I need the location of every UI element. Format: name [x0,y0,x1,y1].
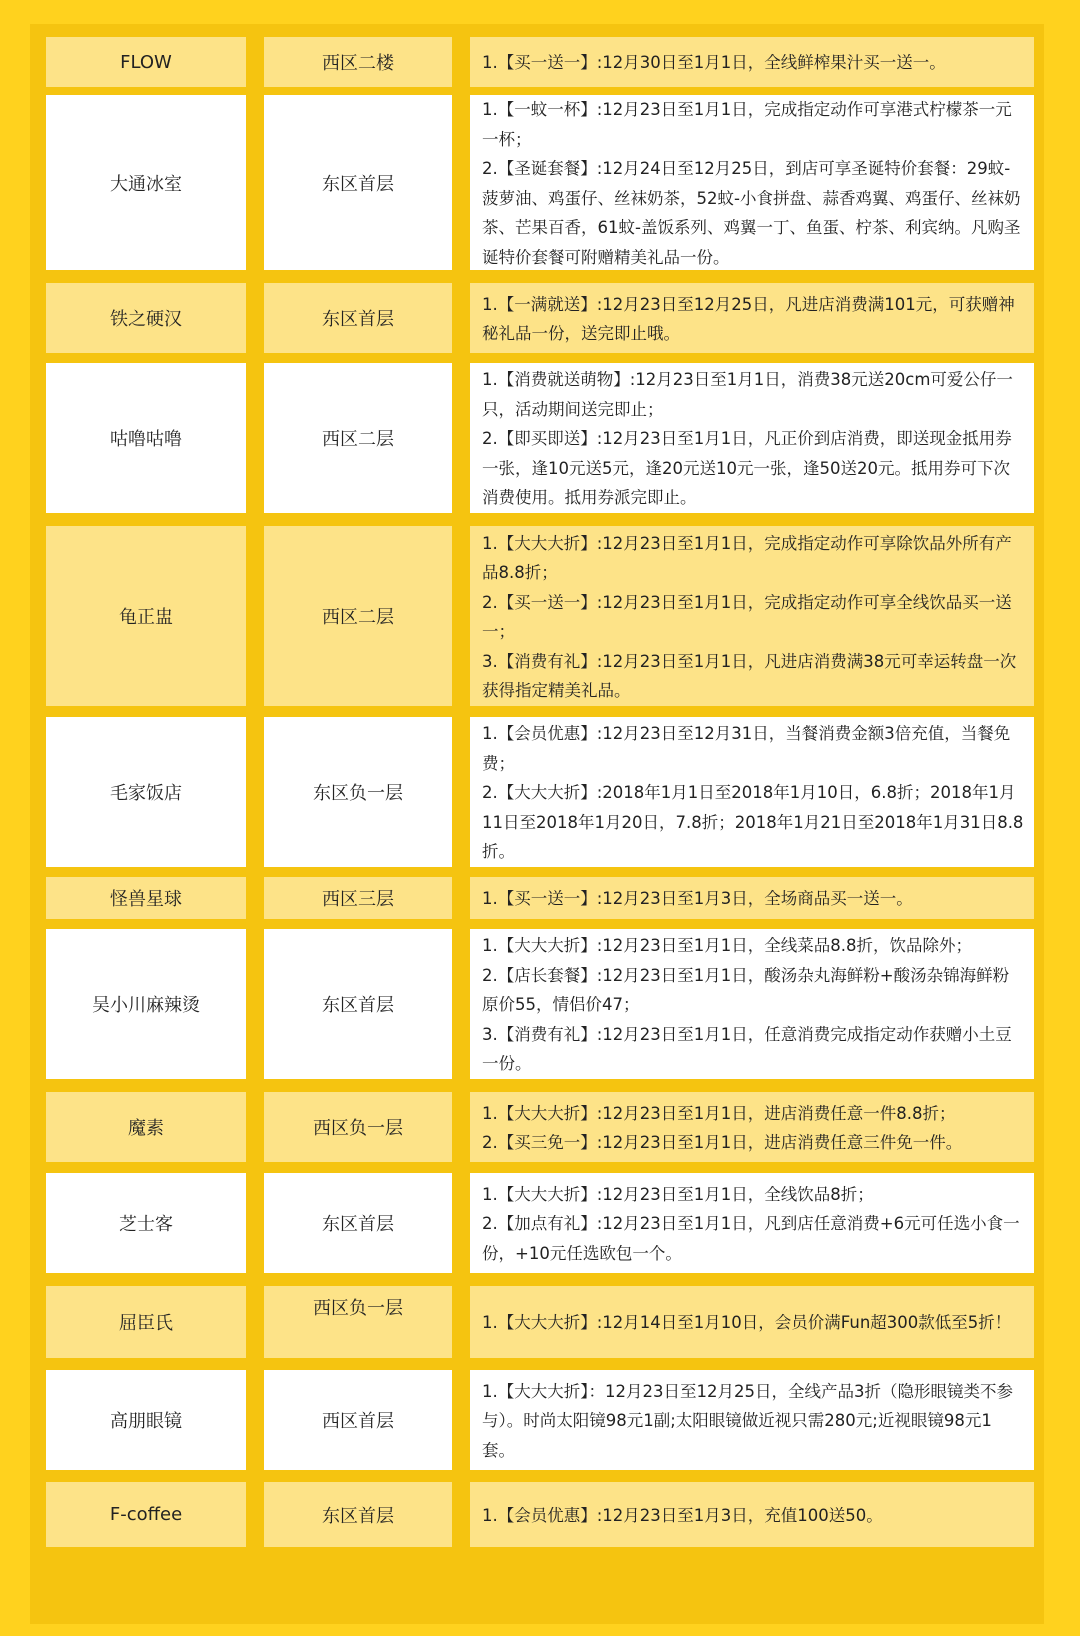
promo-cell [470,877,1034,919]
promo-line: 1.【会员优惠】:12月23日至1月3日，充值100送50。 [482,1505,883,1525]
store-name: 屈臣氏 [46,1286,246,1358]
promo-line: 3.【消费有礼】:12月23日至1月1日，任意消费完成指定动作获赠小土豆一份。 [482,1024,1012,1074]
promo-line: 1.【大大大折】:12月23日至1月1日，完成指定动作可享除饮品外所有产品8.8折； [482,533,1012,582]
promo-line: 1.【大大大折】:12月23日至1月1日，全线菜品8.8折，饮品除外； [482,936,973,956]
promo-cell [470,526,1034,706]
promo-line: 1.【消费就送萌物】:12月23日至1月1日，消费38元送20cm可爱公仔一只，活动期间送完即止； [482,370,1013,419]
store-name: 高朋眼镜 [46,1370,246,1470]
table-row [46,717,1034,867]
store-location: 西区二层 [264,363,452,513]
promo-line: 2.【买三免一】:12月23日至1月1日，进店消费任意三件免一件。 [482,1133,963,1152]
store-location: 东区负一层 [264,717,452,867]
store-location: 东区首层 [264,1173,452,1273]
store-location: 西区二层 [264,526,452,706]
table-row [46,877,1034,919]
table-row [46,526,1034,706]
promo-cell [470,363,1034,513]
table-row [46,1173,1034,1273]
promo-line: 2.【买一送一】:12月23日至1月1日，完成指定动作可享全线饮品买一送一； [482,592,1012,641]
promo-line: 1.【买一送一】:12月30日至1月1日，全线鲜榨果汁买一送一。 [482,53,946,73]
promo-line: 3.【消费有礼】:12月23日至1月1日，凡进店消费满38元可幸运转盘一次获得指定精美礼品。 [482,651,1017,700]
store-location: 西区首层 [264,1370,452,1470]
store-name: 咕噜咕噜 [46,363,246,513]
promo-cell [470,1286,1034,1358]
store-name: 魔素 [46,1092,246,1162]
promo-line: 1.【大大大折】：12月23日至12月25日，全线产品3折（隐形眼镜类不参与）。时尚太阳镜98元1副;太阳眼镜做近视只需280元;近视眼镜98元1套。 [482,1381,1013,1460]
store-name: 铁之硬汉 [46,283,246,353]
table-row [46,1286,1034,1358]
store-location: 东区首层 [264,95,452,270]
promo-cell [470,95,1034,270]
promo-cell [470,717,1034,867]
promo-line: 2.【圣诞套餐】:12月24日至12月25日，到店可享圣诞特价套餐：29蚊-菠萝油、鸡蛋仔、丝袜奶茶，52蚊-小食拼盘、蒜香鸡翼、鸡蛋仔、丝袜奶茶、芒果百香，61蚊-盖饭系列、鸡翼一丁、鱼蛋、柠茶、利宾纳。凡购圣诞特价套餐可附赠精美礼品一份。 [482,159,1021,267]
promo-line: 1.【一蚊一杯】:12月23日至1月1日，完成指定动作可享港式柠檬茶一元一杯； [482,100,1012,149]
store-name: FLOW [46,37,246,87]
store-name: 芝士客 [46,1173,246,1273]
promo-line: 2.【大大大折】:2018年1月1日至2018年1月10日，6.8折；2018年1月11日至2018年1月20日，7.8折；2018年1月21日至2018年1月31日8.8折。 [482,783,1024,862]
promo-cell [470,1092,1034,1162]
promo-cell [470,1173,1034,1273]
promo-line: 1.【一满就送】:12月23日至12月25日，凡进店消费满101元，可获赠神秘礼品一份，送完即止哦。 [482,294,1015,343]
promo-line: 1.【大大大折】:12月14日至1月10日，会员价满Fun超300款低至5折！ [482,1313,1012,1333]
table-row [46,1482,1034,1547]
promo-cell [470,1482,1034,1547]
store-location: 西区负一层 [264,1286,452,1358]
promo-line: 1.【会员优惠】:12月23日至12月31日，当餐消费金额3倍充值，当餐免费； [482,724,1011,773]
table-row [46,929,1034,1079]
promo-line: 1.【买一送一】:12月23日至1月3日，全场商品买一送一。 [482,889,913,909]
store-location: 东区首层 [264,1482,452,1547]
promo-cell [470,1370,1034,1470]
table-row [46,1092,1034,1162]
promo-cell [470,37,1034,87]
table-row [46,1370,1034,1470]
promo-cell [470,283,1034,353]
promo-line: 2.【店长套餐】:12月23日至1月1日，酸汤杂丸海鲜粉+酸汤杂锦海鲜粉原价55，情侣价47； [482,965,1010,1015]
promo-line: 1.【大大大折】:12月23日至1月1日，全线饮品8折； [482,1184,874,1204]
table-row [46,283,1034,353]
table-row [46,363,1034,513]
store-location: 东区首层 [264,283,452,353]
store-location: 西区三层 [264,877,452,919]
store-name: F-coffee [46,1482,246,1547]
store-location: 西区负一层 [264,1092,452,1162]
promo-line: 1.【大大大折】:12月23日至1月1日，进店消费任意一件8.8折； [482,1103,956,1123]
promo-cell [470,929,1034,1079]
store-location: 东区首层 [264,929,452,1079]
store-name: 龟正盅 [46,526,246,706]
table-row [46,37,1034,87]
store-name: 怪兽星球 [46,877,246,919]
store-location: 西区二楼 [264,37,452,87]
store-name: 毛家饭店 [46,717,246,867]
promo-line: 2.【即买即送】:12月23日至1月1日，凡正价到店消费，即送现金抵用券一张，逢10元送5元，逢20元送10元一张，逢50送20元。抵用券可下次消费使用。抵用券派完即止。 [482,429,1012,508]
promo-line: 2.【加点有礼】:12月23日至1月1日，凡到店任意消费+6元可任选小食一份，+10元任选欧包一个。 [482,1214,1020,1263]
store-name: 大通冰室 [46,95,246,270]
table-row [46,95,1034,270]
store-name: 吴小川麻辣烫 [46,929,246,1079]
